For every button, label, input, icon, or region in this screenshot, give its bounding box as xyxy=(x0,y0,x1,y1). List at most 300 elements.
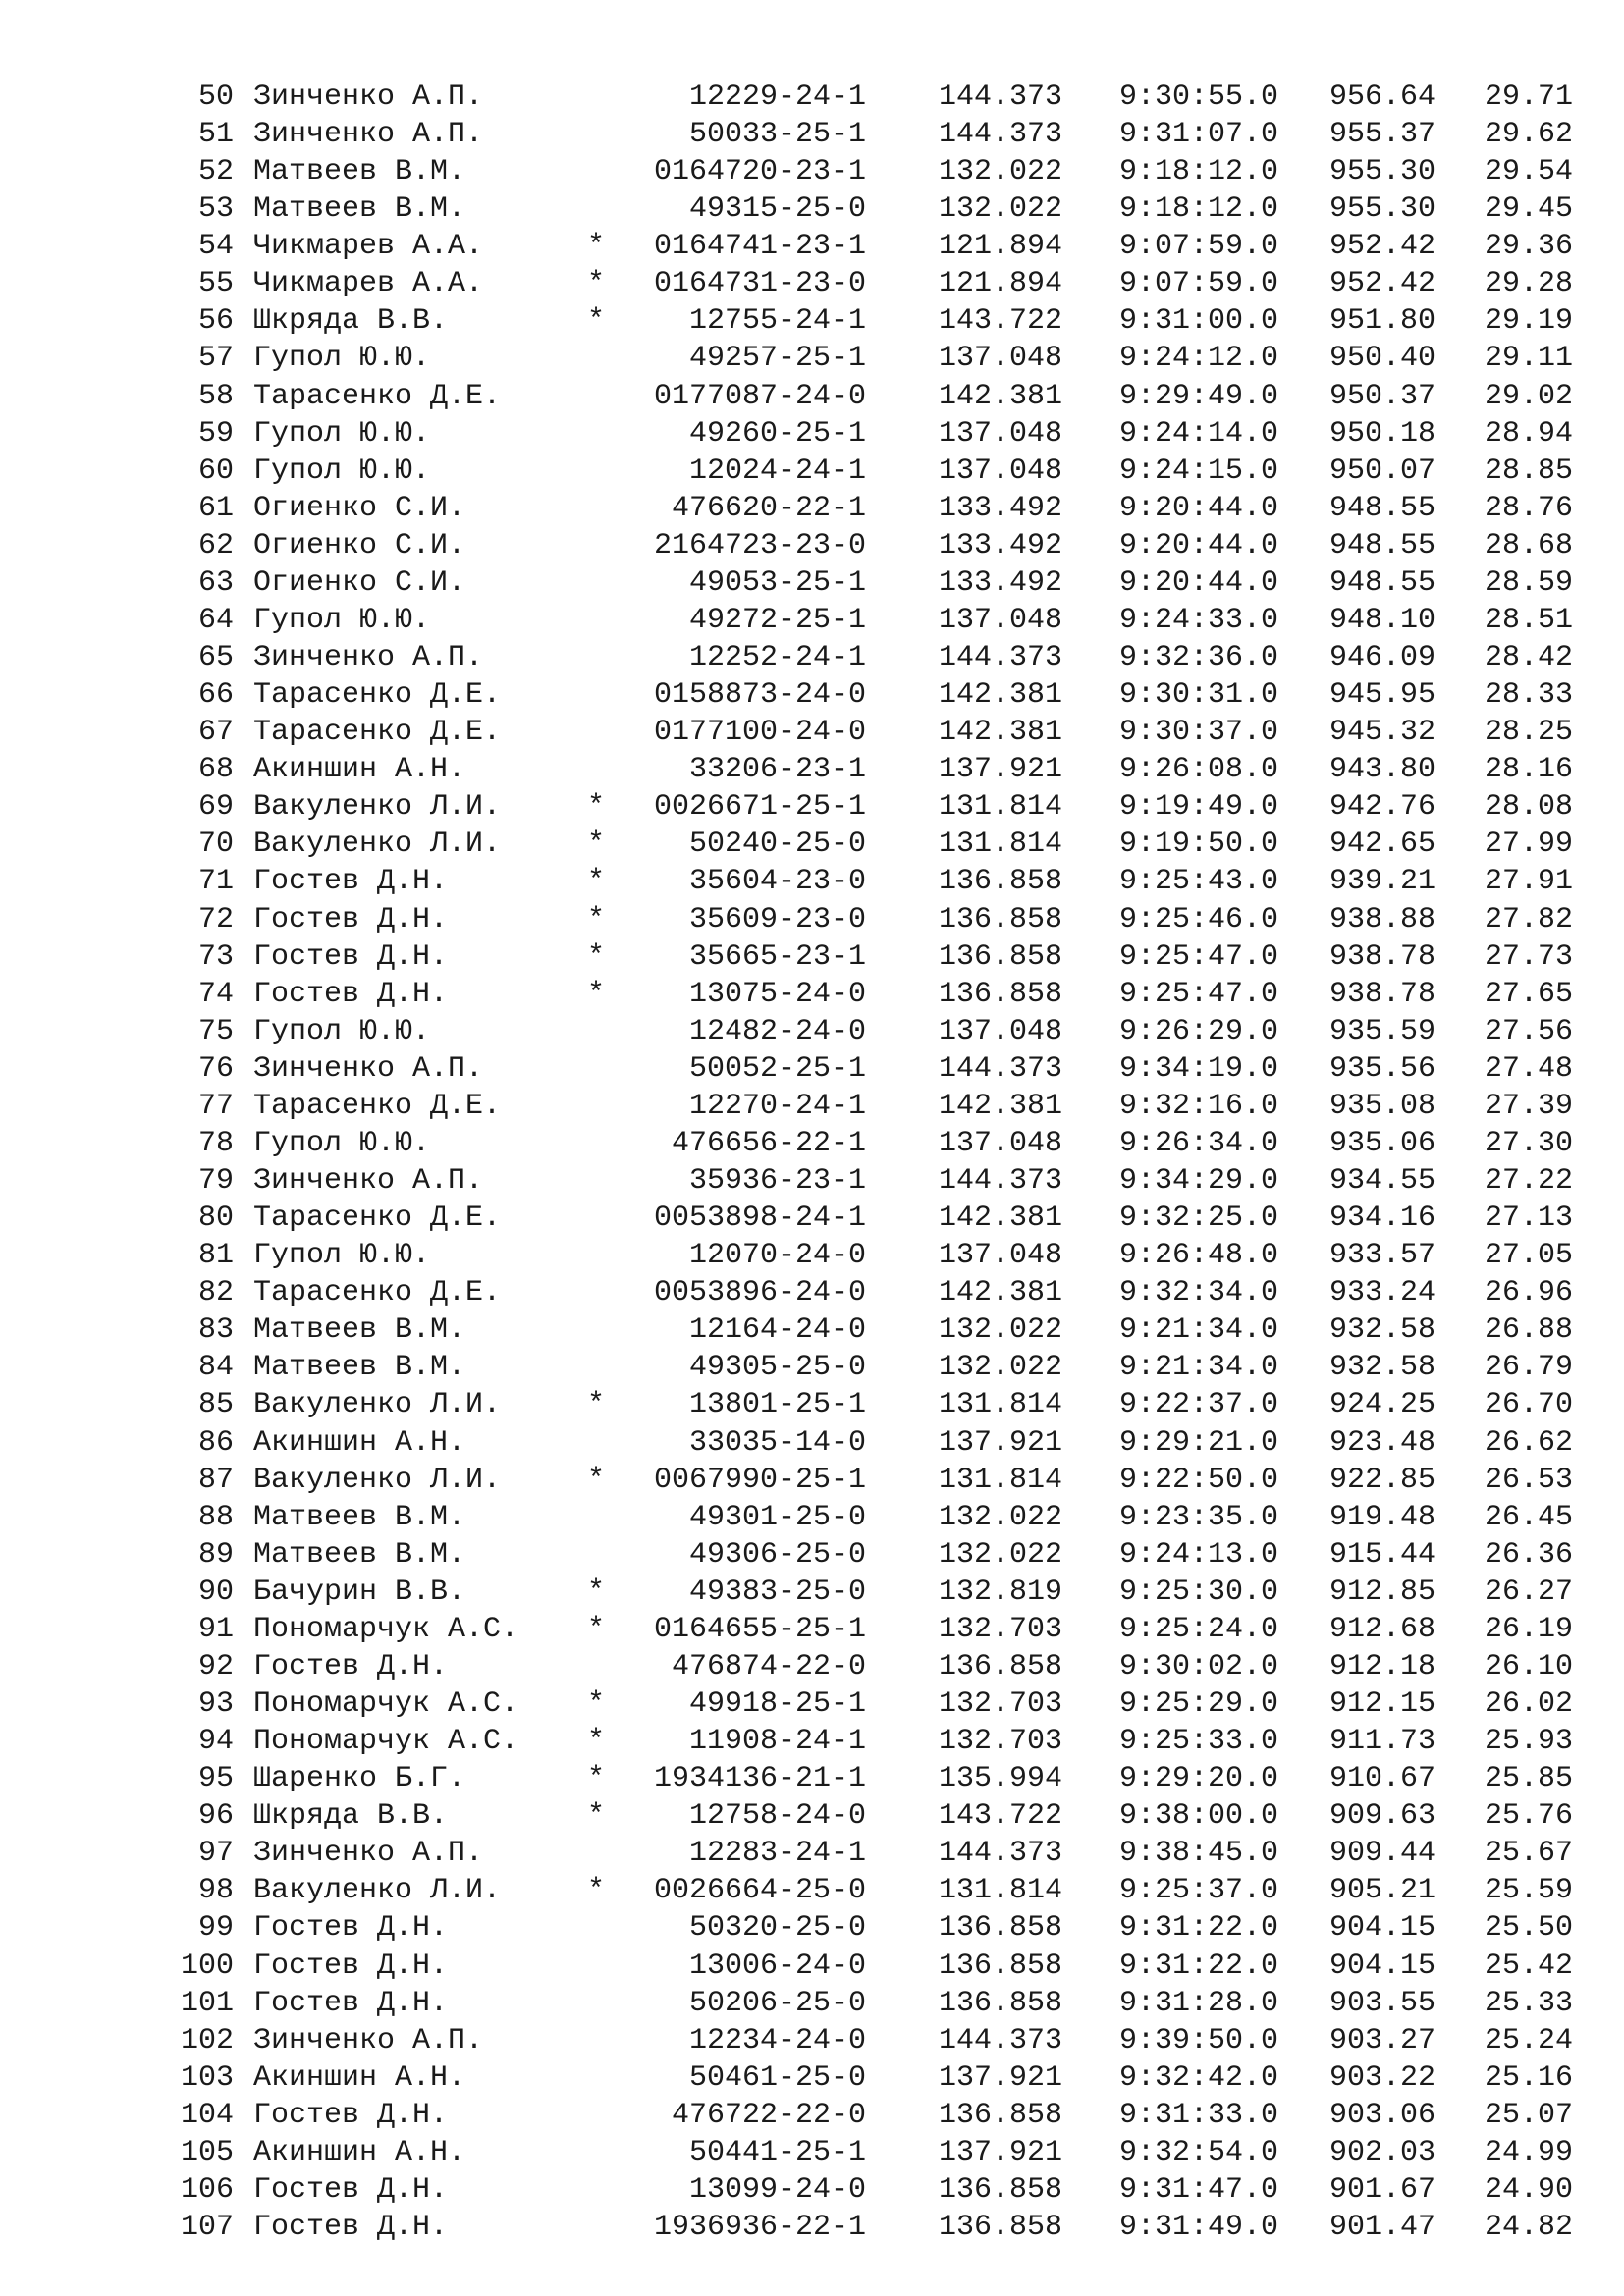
points: 28.08 xyxy=(1484,790,1573,825)
points: 29.11 xyxy=(1484,342,1573,376)
speed: 909.44 xyxy=(1328,1837,1435,1871)
arrival-time: 9:22:37.0 xyxy=(1118,1388,1278,1422)
points: 27.48 xyxy=(1484,1051,1573,1086)
ring-number: 35609-23-0 xyxy=(688,902,866,936)
mark-asterisk: * xyxy=(587,865,606,899)
speed: 915.44 xyxy=(1328,1537,1435,1572)
points: 25.07 xyxy=(1484,2098,1573,2132)
points: 29.62 xyxy=(1484,118,1573,152)
fancier-name: Пономарчук А.С. xyxy=(253,1725,519,1759)
table-row xyxy=(0,1948,1624,1985)
speed: 911.73 xyxy=(1328,1725,1435,1759)
ring-number: 476874-22-0 xyxy=(671,1649,866,1683)
table-row xyxy=(0,2022,1624,2059)
table-row xyxy=(0,190,1624,228)
ring-number: 0026671-25-1 xyxy=(653,790,866,825)
arrival-time: 9:24:33.0 xyxy=(1118,603,1278,637)
ring-number: 50441-25-1 xyxy=(688,2135,866,2169)
points: 29.02 xyxy=(1484,379,1573,413)
distance: 132.022 xyxy=(938,1313,1062,1348)
place-number: 71 xyxy=(197,865,234,899)
fancier-name: Гостев Д.Н. xyxy=(253,2098,449,2132)
speed: 945.95 xyxy=(1328,678,1435,713)
ring-number: 0158873-24-0 xyxy=(653,678,866,713)
fancier-name: Огиенко С.И. xyxy=(253,528,466,562)
table-row xyxy=(0,1648,1624,1685)
distance: 132.703 xyxy=(938,1725,1062,1759)
distance: 137.048 xyxy=(938,454,1062,488)
place-number: 78 xyxy=(197,1126,234,1160)
points: 25.67 xyxy=(1484,1837,1573,1871)
distance: 136.858 xyxy=(938,1986,1062,2020)
place-number: 65 xyxy=(197,641,234,675)
speed: 955.30 xyxy=(1328,155,1435,189)
table-row xyxy=(0,1424,1624,1462)
points: 28.94 xyxy=(1484,416,1573,451)
distance: 136.858 xyxy=(938,902,1062,936)
ring-number: 49260-25-1 xyxy=(688,416,866,451)
place-number: 54 xyxy=(197,230,234,264)
place-number: 96 xyxy=(197,1799,234,1834)
fancier-name: Гостев Д.Н. xyxy=(253,865,449,899)
table-row xyxy=(0,1723,1624,1760)
speed: 932.58 xyxy=(1328,1313,1435,1348)
points: 27.05 xyxy=(1484,1239,1573,1273)
arrival-time: 9:24:15.0 xyxy=(1118,454,1278,488)
table-row xyxy=(0,1237,1624,1274)
place-number: 93 xyxy=(197,1687,234,1721)
arrival-time: 9:25:33.0 xyxy=(1118,1725,1278,1759)
speed: 955.30 xyxy=(1328,192,1435,227)
speed: 934.55 xyxy=(1328,1164,1435,1199)
table-row xyxy=(0,1386,1624,1423)
ring-number: 0164655-25-1 xyxy=(653,1612,866,1646)
points: 27.22 xyxy=(1484,1164,1573,1199)
arrival-time: 9:25:47.0 xyxy=(1118,977,1278,1011)
arrival-time: 9:32:42.0 xyxy=(1118,2060,1278,2095)
place-number: 88 xyxy=(197,1500,234,1534)
place-number: 70 xyxy=(197,828,234,862)
table-row xyxy=(0,788,1624,826)
distance: 131.814 xyxy=(938,1463,1062,1497)
speed: 935.56 xyxy=(1328,1051,1435,1086)
arrival-time: 9:24:12.0 xyxy=(1118,342,1278,376)
points: 26.27 xyxy=(1484,1575,1573,1609)
place-number: 91 xyxy=(197,1612,234,1646)
points: 25.42 xyxy=(1484,1949,1573,1983)
place-number: 97 xyxy=(197,1837,234,1871)
fancier-name: Гостев Д.Н. xyxy=(253,939,449,974)
points: 28.16 xyxy=(1484,753,1573,787)
place-number: 77 xyxy=(197,1089,234,1123)
fancier-name: Гостев Д.Н. xyxy=(253,1911,449,1946)
place-number: 50 xyxy=(197,80,234,114)
ring-number: 12482-24-0 xyxy=(688,1014,866,1048)
place-number: 57 xyxy=(197,342,234,376)
distance: 132.022 xyxy=(938,1537,1062,1572)
speed: 923.48 xyxy=(1328,1425,1435,1460)
speed: 903.22 xyxy=(1328,2060,1435,2095)
speed: 905.21 xyxy=(1328,1874,1435,1908)
place-number: 56 xyxy=(197,304,234,339)
place-number: 81 xyxy=(197,1239,234,1273)
place-number: 63 xyxy=(197,565,234,600)
speed: 903.27 xyxy=(1328,2023,1435,2057)
distance: 136.858 xyxy=(938,1649,1062,1683)
table-row xyxy=(0,1536,1624,1574)
place-number: 90 xyxy=(197,1575,234,1609)
points: 25.59 xyxy=(1484,1874,1573,1908)
mark-asterisk: * xyxy=(587,267,606,301)
place-number: 69 xyxy=(197,790,234,825)
place-number: 75 xyxy=(197,1014,234,1048)
ring-number: 1934136-21-1 xyxy=(653,1762,866,1796)
distance: 137.048 xyxy=(938,1239,1062,1273)
arrival-time: 9:18:12.0 xyxy=(1118,192,1278,227)
fancier-name: Тарасенко Д.Е. xyxy=(253,678,502,713)
distance: 137.048 xyxy=(938,1126,1062,1160)
arrival-time: 9:31:28.0 xyxy=(1118,1986,1278,2020)
arrival-time: 9:21:34.0 xyxy=(1118,1351,1278,1385)
speed: 912.18 xyxy=(1328,1649,1435,1683)
table-row xyxy=(0,453,1624,490)
points: 25.76 xyxy=(1484,1799,1573,1834)
ring-number: 50240-25-0 xyxy=(688,828,866,862)
arrival-time: 9:20:44.0 xyxy=(1118,491,1278,525)
speed: 942.76 xyxy=(1328,790,1435,825)
speed: 924.25 xyxy=(1328,1388,1435,1422)
table-row xyxy=(0,302,1624,340)
fancier-name: Шкряда В.В. xyxy=(253,304,449,339)
mark-asterisk: * xyxy=(587,1463,606,1497)
table-row xyxy=(0,1909,1624,1947)
table-row xyxy=(0,415,1624,453)
place-number: 61 xyxy=(197,491,234,525)
place-number: 85 xyxy=(197,1388,234,1422)
distance: 137.921 xyxy=(938,2135,1062,2169)
place-number: 95 xyxy=(197,1762,234,1796)
speed: 950.07 xyxy=(1328,454,1435,488)
speed: 901.67 xyxy=(1328,2172,1435,2207)
arrival-time: 9:20:44.0 xyxy=(1118,565,1278,600)
arrival-time: 9:18:12.0 xyxy=(1118,155,1278,189)
fancier-name: Акиншин А.Н. xyxy=(253,2060,466,2095)
arrival-time: 9:23:35.0 xyxy=(1118,1500,1278,1534)
fancier-name: Зинченко А.П. xyxy=(253,80,484,114)
fancier-name: Гупол Ю.Ю. xyxy=(253,1126,431,1160)
place-number: 89 xyxy=(197,1537,234,1572)
ring-number: 35604-23-0 xyxy=(688,865,866,899)
table-row xyxy=(0,153,1624,190)
distance: 137.921 xyxy=(938,1425,1062,1460)
fancier-name: Матвеев В.М. xyxy=(253,1351,466,1385)
speed: 910.67 xyxy=(1328,1762,1435,1796)
ring-number: 12252-24-1 xyxy=(688,641,866,675)
mark-asterisk: * xyxy=(587,902,606,936)
speed: 912.68 xyxy=(1328,1612,1435,1646)
distance: 132.022 xyxy=(938,1351,1062,1385)
fancier-name: Зинченко А.П. xyxy=(253,1051,484,1086)
speed: 950.37 xyxy=(1328,379,1435,413)
place-number: 102 xyxy=(180,2023,234,2057)
fancier-name: Гупол Ю.Ю. xyxy=(253,454,431,488)
points: 27.99 xyxy=(1484,828,1573,862)
place-number: 104 xyxy=(180,2098,234,2132)
distance: 137.921 xyxy=(938,2060,1062,2095)
fancier-name: Пономарчук А.С. xyxy=(253,1612,519,1646)
ring-number: 0164720-23-1 xyxy=(653,155,866,189)
distance: 142.381 xyxy=(938,678,1062,713)
points: 25.16 xyxy=(1484,2060,1573,2095)
speed: 955.37 xyxy=(1328,118,1435,152)
distance: 144.373 xyxy=(938,1164,1062,1199)
points: 26.79 xyxy=(1484,1351,1573,1385)
speed: 903.06 xyxy=(1328,2098,1435,2132)
fancier-name: Гостев Д.Н. xyxy=(253,977,449,1011)
speed: 901.47 xyxy=(1328,2210,1435,2244)
ring-number: 1936936-22-1 xyxy=(653,2210,866,2244)
ring-number: 49315-25-0 xyxy=(688,192,866,227)
speed: 922.85 xyxy=(1328,1463,1435,1497)
arrival-time: 9:26:08.0 xyxy=(1118,753,1278,787)
mark-asterisk: * xyxy=(587,1874,606,1908)
distance: 142.381 xyxy=(938,1089,1062,1123)
distance: 133.492 xyxy=(938,528,1062,562)
arrival-time: 9:31:00.0 xyxy=(1118,304,1278,339)
speed: 948.55 xyxy=(1328,565,1435,600)
ring-number: 0067990-25-1 xyxy=(653,1463,866,1497)
speed: 904.15 xyxy=(1328,1949,1435,1983)
arrival-time: 9:30:55.0 xyxy=(1118,80,1278,114)
points: 24.90 xyxy=(1484,2172,1573,2207)
distance: 131.814 xyxy=(938,828,1062,862)
ring-number: 49383-25-0 xyxy=(688,1575,866,1609)
table-row xyxy=(0,116,1624,153)
table-row xyxy=(0,826,1624,863)
fancier-name: Пономарчук А.С. xyxy=(253,1687,519,1721)
table-row xyxy=(0,602,1624,639)
points: 26.88 xyxy=(1484,1313,1573,1348)
arrival-time: 9:31:47.0 xyxy=(1118,2172,1278,2207)
place-number: 72 xyxy=(197,902,234,936)
mark-asterisk: * xyxy=(587,304,606,339)
arrival-time: 9:25:37.0 xyxy=(1118,1874,1278,1908)
table-row xyxy=(0,527,1624,564)
arrival-time: 9:29:21.0 xyxy=(1118,1425,1278,1460)
ring-number: 49305-25-0 xyxy=(688,1351,866,1385)
arrival-time: 9:25:47.0 xyxy=(1118,939,1278,974)
distance: 136.858 xyxy=(938,1949,1062,1983)
speed: 946.09 xyxy=(1328,641,1435,675)
table-row xyxy=(0,1985,1624,2022)
fancier-name: Тарасенко Д.Е. xyxy=(253,1201,502,1236)
distance: 135.994 xyxy=(938,1762,1062,1796)
table-row xyxy=(0,901,1624,938)
table-row xyxy=(0,976,1624,1013)
table-row xyxy=(0,265,1624,302)
table-row xyxy=(0,714,1624,751)
place-number: 100 xyxy=(180,1949,234,1983)
fancier-name: Гупол Ю.Ю. xyxy=(253,416,431,451)
place-number: 82 xyxy=(197,1276,234,1310)
fancier-name: Гостев Д.Н. xyxy=(253,1649,449,1683)
points: 25.85 xyxy=(1484,1762,1573,1796)
fancier-name: Гупол Ю.Ю. xyxy=(253,603,431,637)
arrival-time: 9:30:37.0 xyxy=(1118,716,1278,750)
table-row xyxy=(0,1685,1624,1723)
mark-asterisk: * xyxy=(587,1687,606,1721)
fancier-name: Тарасенко Д.Е. xyxy=(253,1276,502,1310)
place-number: 67 xyxy=(197,716,234,750)
fancier-name: Зинченко А.П. xyxy=(253,641,484,675)
speed: 902.03 xyxy=(1328,2135,1435,2169)
fancier-name: Матвеев В.М. xyxy=(253,1500,466,1534)
place-number: 86 xyxy=(197,1425,234,1460)
table-row xyxy=(0,1311,1624,1349)
ring-number: 50206-25-0 xyxy=(688,1986,866,2020)
place-number: 84 xyxy=(197,1351,234,1385)
place-number: 103 xyxy=(180,2060,234,2095)
fancier-name: Акиншин А.Н. xyxy=(253,2135,466,2169)
arrival-time: 9:31:07.0 xyxy=(1118,118,1278,152)
points: 27.39 xyxy=(1484,1089,1573,1123)
fancier-name: Вакуленко Л.И. xyxy=(253,1463,502,1497)
speed: 950.18 xyxy=(1328,416,1435,451)
distance: 144.373 xyxy=(938,80,1062,114)
place-number: 64 xyxy=(197,603,234,637)
arrival-time: 9:31:22.0 xyxy=(1118,1949,1278,1983)
ring-number: 12755-24-1 xyxy=(688,304,866,339)
ring-number: 11908-24-1 xyxy=(688,1725,866,1759)
table-row xyxy=(0,79,1624,116)
fancier-name: Вакуленко Л.И. xyxy=(253,828,502,862)
table-row xyxy=(0,751,1624,788)
points: 28.42 xyxy=(1484,641,1573,675)
place-number: 59 xyxy=(197,416,234,451)
mark-asterisk: * xyxy=(587,977,606,1011)
ring-number: 49272-25-1 xyxy=(688,603,866,637)
place-number: 87 xyxy=(197,1463,234,1497)
arrival-time: 9:20:44.0 xyxy=(1118,528,1278,562)
fancier-name: Гостев Д.Н. xyxy=(253,902,449,936)
points: 25.93 xyxy=(1484,1725,1573,1759)
ring-number: 49301-25-0 xyxy=(688,1500,866,1534)
place-number: 94 xyxy=(197,1725,234,1759)
points: 26.19 xyxy=(1484,1612,1573,1646)
arrival-time: 9:32:25.0 xyxy=(1118,1201,1278,1236)
ring-number: 13801-25-1 xyxy=(688,1388,866,1422)
arrival-time: 9:39:50.0 xyxy=(1118,2023,1278,2057)
ring-number: 476722-22-0 xyxy=(671,2098,866,2132)
arrival-time: 9:29:49.0 xyxy=(1118,379,1278,413)
arrival-time: 9:38:00.0 xyxy=(1118,1799,1278,1834)
table-row xyxy=(0,2209,1624,2246)
speed: 938.88 xyxy=(1328,902,1435,936)
place-number: 53 xyxy=(197,192,234,227)
speed: 950.40 xyxy=(1328,342,1435,376)
fancier-name: Чикмарев А.А. xyxy=(253,230,484,264)
arrival-time: 9:22:50.0 xyxy=(1118,1463,1278,1497)
ring-number: 12270-24-1 xyxy=(688,1089,866,1123)
arrival-time: 9:25:43.0 xyxy=(1118,865,1278,899)
table-row xyxy=(0,1200,1624,1237)
points: 27.13 xyxy=(1484,1201,1573,1236)
place-number: 51 xyxy=(197,118,234,152)
points: 27.56 xyxy=(1484,1014,1573,1048)
points: 28.25 xyxy=(1484,716,1573,750)
arrival-time: 9:38:45.0 xyxy=(1118,1837,1278,1871)
mark-asterisk: * xyxy=(587,828,606,862)
fancier-name: Гостев Д.Н. xyxy=(253,2210,449,2244)
ring-number: 12164-24-0 xyxy=(688,1313,866,1348)
speed: 943.80 xyxy=(1328,753,1435,787)
ring-number: 12283-24-1 xyxy=(688,1837,866,1871)
speed: 912.15 xyxy=(1328,1687,1435,1721)
distance: 121.894 xyxy=(938,267,1062,301)
arrival-time: 9:25:46.0 xyxy=(1118,902,1278,936)
arrival-time: 9:29:20.0 xyxy=(1118,1762,1278,1796)
points: 29.36 xyxy=(1484,230,1573,264)
ring-number: 50320-25-0 xyxy=(688,1911,866,1946)
place-number: 101 xyxy=(180,1986,234,2020)
speed: 956.64 xyxy=(1328,80,1435,114)
distance: 132.703 xyxy=(938,1612,1062,1646)
arrival-time: 9:32:54.0 xyxy=(1118,2135,1278,2169)
fancier-name: Вакуленко Л.И. xyxy=(253,1874,502,1908)
distance: 142.381 xyxy=(938,1276,1062,1310)
distance: 132.022 xyxy=(938,1500,1062,1534)
ring-number: 13075-24-0 xyxy=(688,977,866,1011)
table-row xyxy=(0,378,1624,415)
points: 26.62 xyxy=(1484,1425,1573,1460)
place-number: 52 xyxy=(197,155,234,189)
fancier-name: Зинченко А.П. xyxy=(253,2023,484,2057)
table-row xyxy=(0,2097,1624,2134)
table-row xyxy=(0,1835,1624,1872)
distance: 144.373 xyxy=(938,1837,1062,1871)
points: 25.24 xyxy=(1484,2023,1573,2057)
points: 26.10 xyxy=(1484,1649,1573,1683)
speed: 948.55 xyxy=(1328,528,1435,562)
arrival-time: 9:34:29.0 xyxy=(1118,1164,1278,1199)
fancier-name: Гупол Ю.Ю. xyxy=(253,342,431,376)
fancier-name: Огиенко С.И. xyxy=(253,565,466,600)
points: 29.19 xyxy=(1484,304,1573,339)
arrival-time: 9:32:16.0 xyxy=(1118,1089,1278,1123)
arrival-time: 9:25:29.0 xyxy=(1118,1687,1278,1721)
distance: 142.381 xyxy=(938,1201,1062,1236)
distance: 136.858 xyxy=(938,2210,1062,2244)
points: 27.65 xyxy=(1484,977,1573,1011)
mark-asterisk: * xyxy=(587,1725,606,1759)
speed: 933.57 xyxy=(1328,1239,1435,1273)
arrival-time: 9:32:34.0 xyxy=(1118,1276,1278,1310)
arrival-time: 9:34:19.0 xyxy=(1118,1051,1278,1086)
mark-asterisk: * xyxy=(587,939,606,974)
speed: 939.21 xyxy=(1328,865,1435,899)
fancier-name: Тарасенко Д.Е. xyxy=(253,1089,502,1123)
points: 28.76 xyxy=(1484,491,1573,525)
fancier-name: Акиншин А.Н. xyxy=(253,753,466,787)
fancier-name: Вакуленко Л.И. xyxy=(253,1388,502,1422)
fancier-name: Бачурин В.В. xyxy=(253,1575,466,1609)
distance: 137.048 xyxy=(938,416,1062,451)
points: 24.99 xyxy=(1484,2135,1573,2169)
distance: 131.814 xyxy=(938,1388,1062,1422)
arrival-time: 9:31:33.0 xyxy=(1118,2098,1278,2132)
mark-asterisk: * xyxy=(587,230,606,264)
distance: 143.722 xyxy=(938,1799,1062,1834)
